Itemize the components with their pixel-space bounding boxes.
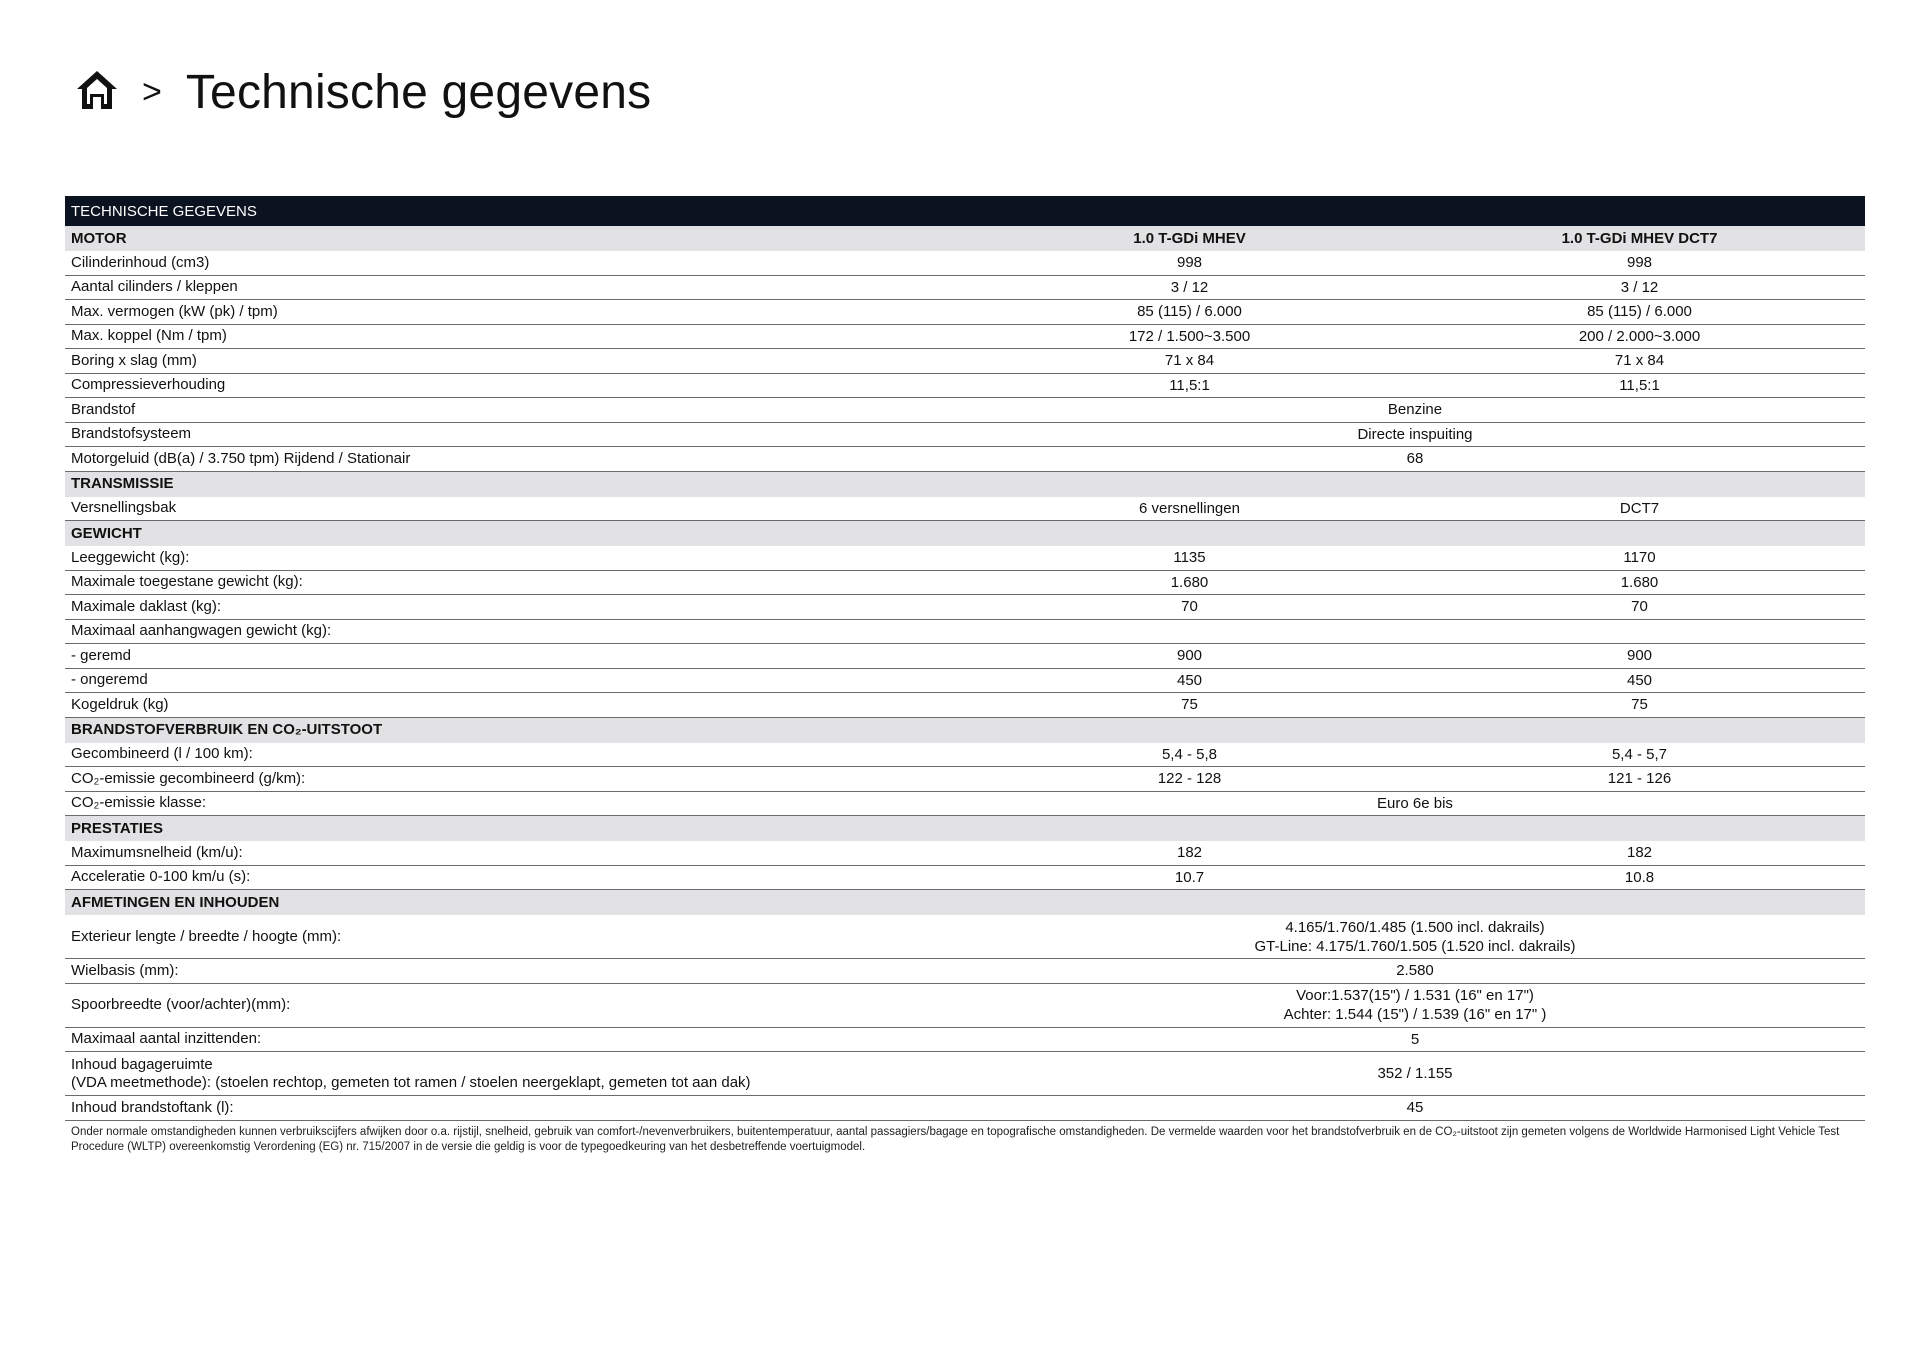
- value-col-2: 900: [1626, 647, 1653, 665]
- section-row: [65, 521, 1865, 546]
- table-row: [65, 669, 1865, 694]
- table-row: [65, 767, 1865, 792]
- table-row: [65, 1052, 1865, 1096]
- value-col-2: 5,4 - 5,7: [1611, 745, 1668, 763]
- value-col-2: 70: [1631, 598, 1648, 616]
- row-label: Maximale daklast (kg):: [71, 597, 222, 615]
- table-row: [65, 325, 1865, 350]
- merged-value: Voor:1.537(15") / 1.531 (16" en 17") Achter: 1.544 (15") / 1.539 (16" en 17" ): [1283, 987, 1547, 1023]
- row-label: Maximaal aantal inzittenden:: [71, 1030, 262, 1048]
- table-row: [65, 423, 1865, 448]
- value-col-1: 122 - 128: [1157, 770, 1222, 788]
- value-col-2: 75: [1631, 696, 1648, 714]
- row-label: Gecombineerd (l / 100 km):: [71, 745, 253, 763]
- row-label: Spoorbreedte (voor/achter)(mm):: [71, 996, 291, 1013]
- section-label: TRANSMISSIE: [71, 475, 174, 492]
- table-row: [65, 866, 1865, 891]
- value-col-1: 71 x 84: [1164, 352, 1215, 370]
- value-col-2: 85 (115) / 6.000: [1587, 303, 1692, 321]
- row-label: Maximumsnelheid (km/u):: [71, 843, 243, 861]
- row-label: Wielbasis (mm):: [71, 961, 179, 979]
- value-col-2: 71 x 84: [1614, 352, 1665, 370]
- table-row: [65, 984, 1865, 1028]
- value-col-1: 5,4 - 5,8: [1161, 745, 1218, 763]
- table-row: [65, 1096, 1865, 1121]
- value-col-2: 10.8: [1624, 868, 1655, 886]
- table-row: [65, 620, 1865, 645]
- footnote: Onder normale omstandigheden kunnen verbruikscijfers afwijken door o.a. rijstijl, snelheid, gebruik van comfort-/nevenverbruikers, buitentemperatuur, aantal passagiers/bagage en topografische omstandigheden. De vermelde waarden voor het brandstofverbruik en de CO₂-uitstoot zijn gemeten volgens de Worldwide Harmonised Light Vehicle Test Procedure (WLTP) overeenkomstig Verordening (EG) nr. 715/2007 in de versie die geldig is voor de typegoedkeuring van het desbetreffende voertuigmodel.: [71, 1125, 1840, 1153]
- merged-value: Euro 6e bis: [1377, 794, 1453, 812]
- value-col-2: 121 - 126: [1607, 770, 1672, 788]
- table-row: [65, 398, 1865, 423]
- value-col-2: 1170: [1623, 549, 1656, 567]
- table-row: [65, 546, 1865, 571]
- row-label: CO₂-emissie gecombineerd (g/km):: [71, 769, 306, 787]
- row-label: Acceleratie 0-100 km/u (s):: [71, 868, 251, 886]
- value-col-1: 3 / 12: [1170, 278, 1209, 296]
- value-col-2: 200 / 2.000~3.000: [1578, 327, 1701, 345]
- merged-value: 45: [1406, 1099, 1424, 1117]
- table-row: [65, 841, 1865, 866]
- section-label: GEWICHT: [71, 524, 142, 542]
- section-row: [65, 890, 1865, 915]
- section-row: [65, 718, 1865, 743]
- table-header: TECHNISCHE GEGEVENS: [65, 196, 1865, 226]
- row-label: - ongeremd: [71, 671, 148, 689]
- row-label: Motorgeluid (dB(a) / 3.750 tpm) Rijdend / Stationair: [71, 449, 411, 467]
- table-row: [65, 300, 1865, 325]
- value-col-1: 70: [1181, 598, 1198, 616]
- value-col-1: 900: [1176, 647, 1203, 665]
- row-label: - geremd: [71, 646, 132, 664]
- table-row: [65, 497, 1865, 522]
- value-col-1: 182: [1176, 844, 1203, 862]
- row-label: Compressieverhouding: [71, 376, 226, 394]
- page-title: Technische gegevens: [185, 65, 652, 119]
- merged-value: 352 / 1.155: [1377, 1065, 1453, 1082]
- table-row: [65, 743, 1865, 768]
- value-col-1: 998: [1176, 254, 1203, 272]
- breadcrumb-separator: >: [142, 72, 162, 111]
- row-label: Inhoud bagageruimte (VDA meetmethode): (stoelen rechtop, gemeten tot ramen / stoelen neergeklapt, gemeten tot aan dak): [71, 1055, 751, 1091]
- section-label: PRESTATIES: [71, 819, 163, 837]
- table-row: [65, 571, 1865, 596]
- section-row: [65, 816, 1865, 841]
- value-col-1: 11,5:1: [1169, 376, 1210, 394]
- value-col-1: 75: [1181, 696, 1198, 714]
- value-col-1: 10.7: [1174, 868, 1205, 886]
- value-col-1: 6 versnellingen: [1139, 499, 1240, 517]
- row-label: Leeggewicht (kg):: [71, 548, 190, 566]
- row-label: CO₂-emissie klasse:: [71, 794, 207, 812]
- value-col-1: 450: [1176, 671, 1203, 689]
- row-label: Brandstofsysteem: [71, 425, 192, 443]
- row-label: Maximaal aanhangwagen gewicht (kg):: [71, 622, 332, 640]
- section-label: BRANDSTOFVERBRUIK EN CO₂-UITSTOOT: [71, 721, 383, 738]
- merged-value: 2.580: [1396, 962, 1434, 980]
- table-row: [65, 959, 1865, 984]
- value-col-2: 182: [1626, 844, 1653, 862]
- table-row: [65, 251, 1865, 276]
- row-label: Versnellingsbak: [71, 499, 177, 517]
- row-label: Inhoud brandstoftank (l):: [71, 1098, 234, 1116]
- value-col-2: 998: [1626, 254, 1653, 272]
- merged-value: 5: [1410, 1030, 1420, 1048]
- value-col-2: DCT7: [1619, 499, 1660, 517]
- row-label: Maximale toegestane gewicht (kg):: [71, 573, 303, 591]
- value-col-2: 11,5:1: [1619, 376, 1660, 394]
- table-row: [65, 915, 1865, 959]
- merged-value: Benzine: [1387, 401, 1443, 419]
- spec-table: [65, 196, 1865, 1159]
- row-label: Exterieur lengte / breedte / hoogte (mm):: [71, 927, 342, 945]
- table-row: [65, 792, 1865, 817]
- table-row: [65, 644, 1865, 669]
- section-row: [65, 226, 1865, 251]
- merged-value: 68: [1406, 450, 1424, 468]
- table-row: [65, 693, 1865, 718]
- value-col-1: 172 / 1.500~3.500: [1128, 327, 1251, 345]
- value-col-1: 85 (115) / 6.000: [1137, 303, 1242, 321]
- table-row: [65, 374, 1865, 399]
- value-col-2: 450: [1626, 671, 1653, 689]
- table-row: [65, 1028, 1865, 1053]
- value-col-1: 1.680: [1170, 573, 1209, 591]
- section-label: MOTOR: [71, 229, 127, 247]
- row-label: Kogeldruk (kg): [71, 695, 169, 713]
- row-label: Max. vermogen (kW (pk) / tpm): [71, 302, 278, 320]
- table-row: [65, 276, 1865, 301]
- row-label: Max. koppel (Nm / tpm): [71, 327, 227, 345]
- value-col-1: 1135: [1173, 549, 1206, 567]
- table-body: [65, 226, 1865, 1121]
- table-row: [65, 447, 1865, 472]
- table-row: [65, 349, 1865, 374]
- breadcrumb: [74, 62, 651, 122]
- value-col-2: 3 / 12: [1620, 278, 1659, 296]
- value-col-2: 1.680: [1620, 573, 1659, 591]
- row-label: Aantal cilinders / kleppen: [71, 278, 238, 296]
- value-col-1: 1.0 T-GDi MHEV: [1133, 230, 1246, 247]
- row-label: Brandstof: [71, 400, 136, 418]
- row-label: Cilinderinhoud (cm3): [71, 253, 210, 271]
- merged-value: 4.165/1.760/1.485 (1.500 incl. dakrails) GT-Line: 4.175/1.760/1.505 (1.520 incl. dakrails): [1254, 918, 1576, 955]
- section-row: [65, 472, 1865, 497]
- row-label: Boring x slag (mm): [71, 351, 197, 369]
- table-row: [65, 595, 1865, 620]
- home-icon[interactable]: [74, 68, 120, 117]
- section-label: AFMETINGEN EN INHOUDEN: [71, 893, 280, 911]
- merged-value: Directe inspuiting: [1357, 425, 1473, 443]
- value-col-2: 1.0 T-GDi MHEV DCT7: [1561, 230, 1718, 247]
